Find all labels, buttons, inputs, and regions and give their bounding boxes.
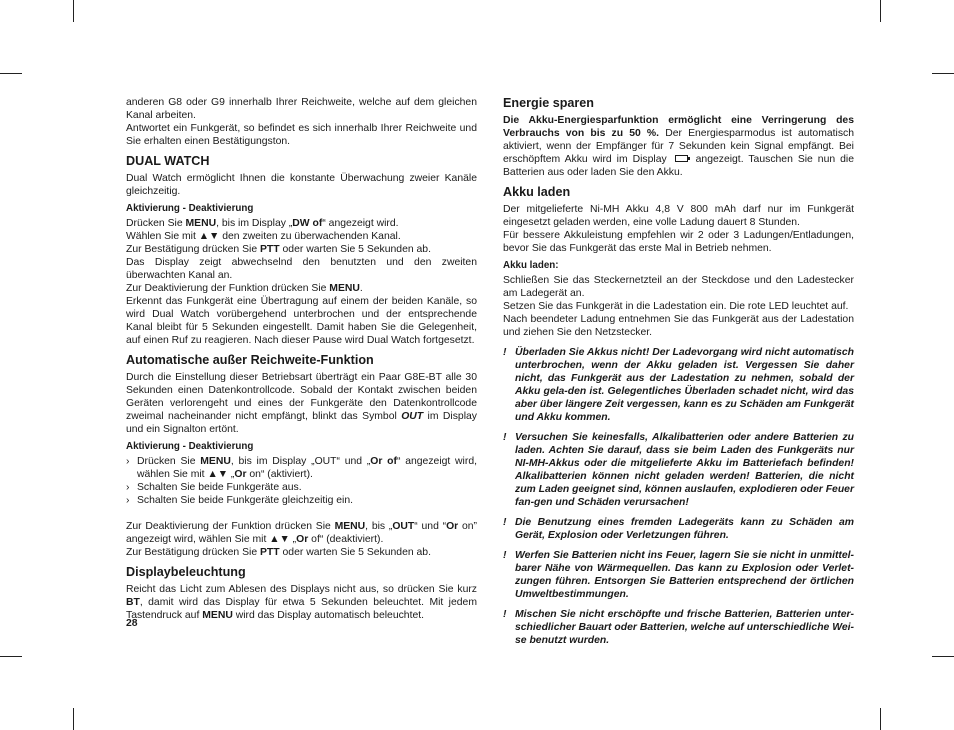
crop-mark — [932, 73, 954, 74]
warning-note: ! Werfen Sie Batterien nicht ins Feuer, lagern Sie sie nicht in unmittel-barer Nähe von Wärmequellen. Das kann zu Explosion oder Verlet-zungen führen. Entsorgen Sie Batterien entsprechend der örtlichen Umweltbestimmungen. — [503, 550, 854, 600]
warning-note: ! Überladen Sie Akkus nicht! Der Ladevorgang wird nicht automatisch unterbrochen, wenn der Akku geladen ist. Vergessen Sie daher nicht, das Funkgerät aus der Ladestation zu nehmen, sobald der Akku gela-den ist. Gelegentliches Überladen schadet nicht, wird das aber über längere Zeit vergessen, kann es zu Schäden am Funkgerät und Akku kommen. — [503, 347, 854, 423]
charging-text: Schließen Sie das Steckernetzteil an der Steckdose und den Ladestecker am Ladegerät an. — [503, 275, 854, 299]
dual-watch-note: Erkennt das Funkgerät eine Übertragung auf einem der beiden Kanäle, so wird Dual Watch vorübergehend unterbrochen und der entsprechende Kanal bleibt für 5 Sekunden eingestellt. Damit haben Sie die Gelegenheit, auf einen Ruf zu reagieren. Nach dieser Pause wird Dual Watch fortgesetzt. — [126, 296, 477, 346]
crop-mark — [73, 708, 74, 730]
charging-text: Setzen Sie das Funkgerät in die Ladestation ein. Die rote LED leuchtet auf. — [503, 301, 849, 312]
battery-icon — [675, 155, 688, 162]
left-column — [126, 96, 477, 622]
warning-icon: ! — [503, 609, 507, 620]
page-number: 28 — [126, 618, 138, 629]
intro-text: Antwortet ein Funkgerät, so befindet es sich innerhalb Ihrer Reichweite und Sie erhalten einen Bestätigungston. — [126, 123, 477, 147]
deactivation-text: Zur Bestätigung drücken Sie PTT oder warten Sie 5 Sekunden ab. — [126, 547, 431, 558]
dual-watch-step: Zur Bestätigung drücken Sie PTT oder warten Sie 5 Sekunden ab. — [126, 244, 431, 255]
crop-mark — [880, 0, 881, 22]
activation-steps — [126, 455, 477, 507]
charging-text: Der mitgelieferte Ni-MH Akku 4,8 V 800 mAh darf nur im Funkgerät eingesetzt geladen werden, eine volle Ladung dauert 8 Stunden. — [503, 204, 854, 228]
deactivation-text: Zur Deaktivierung der Funktion drücken Sie MENU, bis „OUT“ und “Or on” angezeigt wird, wählen Sie mit ▲▼ „Or of“ (deaktiviert). — [126, 521, 478, 545]
crop-mark — [0, 656, 22, 657]
subheading-activation: Aktivierung - Deaktivierung — [126, 203, 254, 214]
intro-text: anderen G8 oder G9 innerhalb Ihrer Reichweite, welche auf dem gleichen Kanal arbeiten. — [126, 97, 477, 121]
subheading-activation: Aktivierung - Deaktivierung — [126, 441, 254, 452]
backlight-description: Reicht das Licht zum Ablesen des Displays nicht aus, so drücken Sie kurz BT, damit wird das Display für etwa 5 Sekunden beleuchtet. Mit jedem Tastendruck auf MENU wird das Display automatisch beleuchtet. — [126, 584, 477, 621]
energy-saving-description: Die Akku-Energiesparfunktion ermöglicht eine Verringerung des Verbrauchs von bis zu 50 %. Der Energiesparmodus ist automatisch aktiviert, wenn der Empfänger für 7 Sekunden kein Signal empfängt. Bei erschöpftem Akku wird im Display angezeigt. Tauschen Sie nun die Batterien aus oder laden Sie den Akku. — [503, 115, 854, 178]
warning-icon: ! — [503, 432, 507, 443]
warning-note: ! Versuchen Sie keinesfalls, Alkalibatterien oder andere Batterien zu laden. Achten Sie darauf, dass sie beim Laden des Funkgeräts nur NI-MH-Akkus oder die mitgelieferte Akku im Batteriefach befinden! Alkalibatterien können nicht geladen werden! Batterien, die nicht zum Laden geeignet sind, können auslaufen, explodieren oder Feuer fan-gen und Schäden verursachen! — [503, 432, 854, 508]
crop-mark — [0, 73, 22, 74]
section-heading-charging: Akku laden — [503, 185, 571, 199]
charging-text: Für bessere Akkuleistung empfehlen wir 2 oder 3 Ladungen/Entladungen, bevor Sie das Funkgerät das erste Mal in Betrieb nehmen. — [503, 230, 854, 254]
crop-mark — [932, 656, 954, 657]
section-heading-backlight: Displaybeleuchtung — [126, 565, 246, 579]
section-heading-energy-saving: Energie sparen — [503, 96, 594, 110]
warning-icon: ! — [503, 517, 507, 528]
warning-note: ! Die Benutzung eines fremden Ladegeräts kann zu Schäden am Gerät, Explosion oder Verletzungen führen. — [503, 517, 854, 541]
dual-watch-step: Drücken Sie MENU, bis im Display „DW of“ angezeigt wird. — [126, 218, 399, 229]
dual-watch-step: Das Display zeigt abwechselnd den benutzten und den zweiten überwachten Kanal an. — [126, 257, 477, 281]
warning-note: ! Mischen Sie nicht erschöpfte und frische Batterien, Batterien unter-schiedlicher Bauart oder Batterien, welche auf unterschiedliche Wei-se benutzt wurden. — [503, 609, 854, 646]
dual-watch-step: Zur Deaktivierung der Funktion drücken Sie MENU. — [126, 283, 363, 294]
section-heading-dual-watch: DUAL WATCH — [126, 154, 210, 168]
list-item: › Schalten Sie beide Funkgeräte gleichzeitig ein. — [126, 494, 477, 507]
list-item: › Schalten Sie beide Funkgeräte aus. — [126, 481, 477, 494]
crop-mark — [73, 0, 74, 22]
dual-watch-step: Wählen Sie mit ▲▼ den zweiten zu überwachenden Kanal. — [126, 231, 401, 242]
charging-text: Nach beendeter Ladung entnehmen Sie das Funkgerät aus der Ladestation und ziehen Sie den Netzstecker. — [503, 314, 854, 338]
dual-watch-description: Dual Watch ermöglicht Ihnen die konstante Überwachung zweier Kanäle gleichzeitig. — [126, 173, 477, 197]
right-column — [503, 96, 854, 647]
section-heading-out-of-range: Automatische außer Reichweite-Funktion — [126, 353, 374, 367]
warning-icon: ! — [503, 550, 507, 561]
subheading-charging: Akku laden: — [503, 260, 559, 271]
list-item: › Drücken Sie MENU, bis im Display „OUT“ und „Or of“ angezeigt wird, wählen Sie mit ▲▼ „Or on“ (aktiviert). — [126, 455, 477, 481]
warning-icon: ! — [503, 347, 507, 358]
crop-mark — [880, 708, 881, 730]
out-of-range-description: Durch die Einstellung dieser Betriebsart überträgt ein Paar G8E-BT alle 30 Sekunden einen Datenkontrollcode. Sobald der Kontakt zwischen beiden Geräten verlorengeht und eines der Funkgeräte den Datenkontrollcode zweimal nacheinander nicht empfängt, blinkt das Symbol OUT im Display und ein Signalton ertönt. — [126, 372, 477, 435]
